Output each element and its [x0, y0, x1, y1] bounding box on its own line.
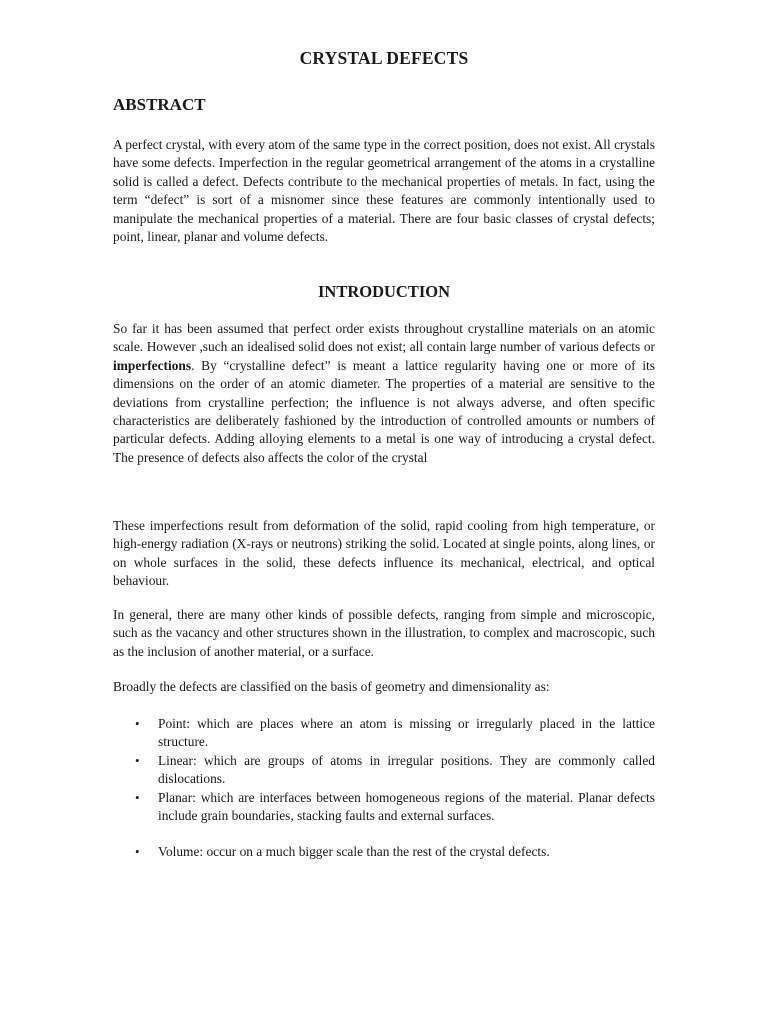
list-item-text: Volume: occur on a much bigger scale than the rest of the crystal defects. [158, 844, 550, 860]
introduction-heading: INTRODUCTION [317, 282, 451, 301]
intro-p1-text-before: So far it has been assumed that perfect order exists throughout crystalline materials on an atomic scale. However ,such an idealised solid does not exist; all contain large number of various defects or [113, 321, 655, 355]
list-item-text: Point: which are places where an atom is missing or irregularly placed in the lattice structure. [158, 716, 655, 750]
abstract-paragraph: A perfect crystal, with every atom of the same type in the correct position, does not exist. All crystals have some defects. Imperfection in the regular geometrical arrangement of the atoms in a crystalline solid is called a defect. Defects contribute to the mechanical properties of metals. In fact, using the term “defect” is sort of a misnomer since these features are commonly intentionally used to manipulate the mechanical properties of a material. There are four basic classes of crystal defects; point, linear, planar and volume defects. [113, 137, 655, 245]
list-item-text: Planar: which are interfaces between homogeneous regions of the material. Planar defects include grain boundaries, stacking faults and external surfaces. [158, 789, 655, 824]
bullet-icon: • [135, 789, 140, 805]
list-item [113, 843, 655, 861]
list-item [113, 752, 655, 789]
intro-p1-bold-term: imperfections [113, 357, 192, 373]
bullet-icon: • [135, 752, 140, 768]
list-item [113, 715, 655, 752]
bullet-icon: • [135, 716, 140, 731]
abstract-heading: ABSTRACT [113, 95, 206, 114]
intro-paragraph-4: Broadly the defects are classified on the basis of geometry and dimensionality as: [113, 679, 550, 694]
document-title: CRYSTAL DEFECTS [299, 48, 469, 68]
list-item-text: Linear: which are groups of atoms in irregular positions. They are commonly called dislocations. [158, 752, 655, 787]
intro-paragraph-2: These imperfections result from deformation of the solid, rapid cooling from high temperature, or high-energy radiation (X-rays or neutrons) striking the solid. Located at single points, along lines, or on whole surfaces in the solid, these defects influence its mechanical, electrical, and optical behaviour. [113, 518, 655, 589]
intro-paragraph-1 [113, 320, 655, 467]
list-item [113, 789, 655, 826]
intro-paragraph-3: In general, there are many other kinds of possible defects, ranging from simple and microscopic, such as the vacancy and other structures shown in the illustration, to complex and macroscopic, such as the inclusion of another material, or a surface. [113, 607, 655, 659]
intro-p1-text-after: . By “crystalline defect” is meant a lattice regularity having one or more of its dimensions on the order of an atomic diameter. The properties of a material are sensitive to the deviations from crystalline perfection; the influence is not always adverse, and often specific characteristics are deliberately fashioned by the introduction of controlled amounts or numbers of particular defects. Adding alloying elements to a metal is one way of introducing a crystal defect. The presence of defects also affects the color of the crystal [113, 357, 655, 465]
bullet-icon: • [135, 844, 140, 860]
defect-classes-list [113, 715, 655, 862]
